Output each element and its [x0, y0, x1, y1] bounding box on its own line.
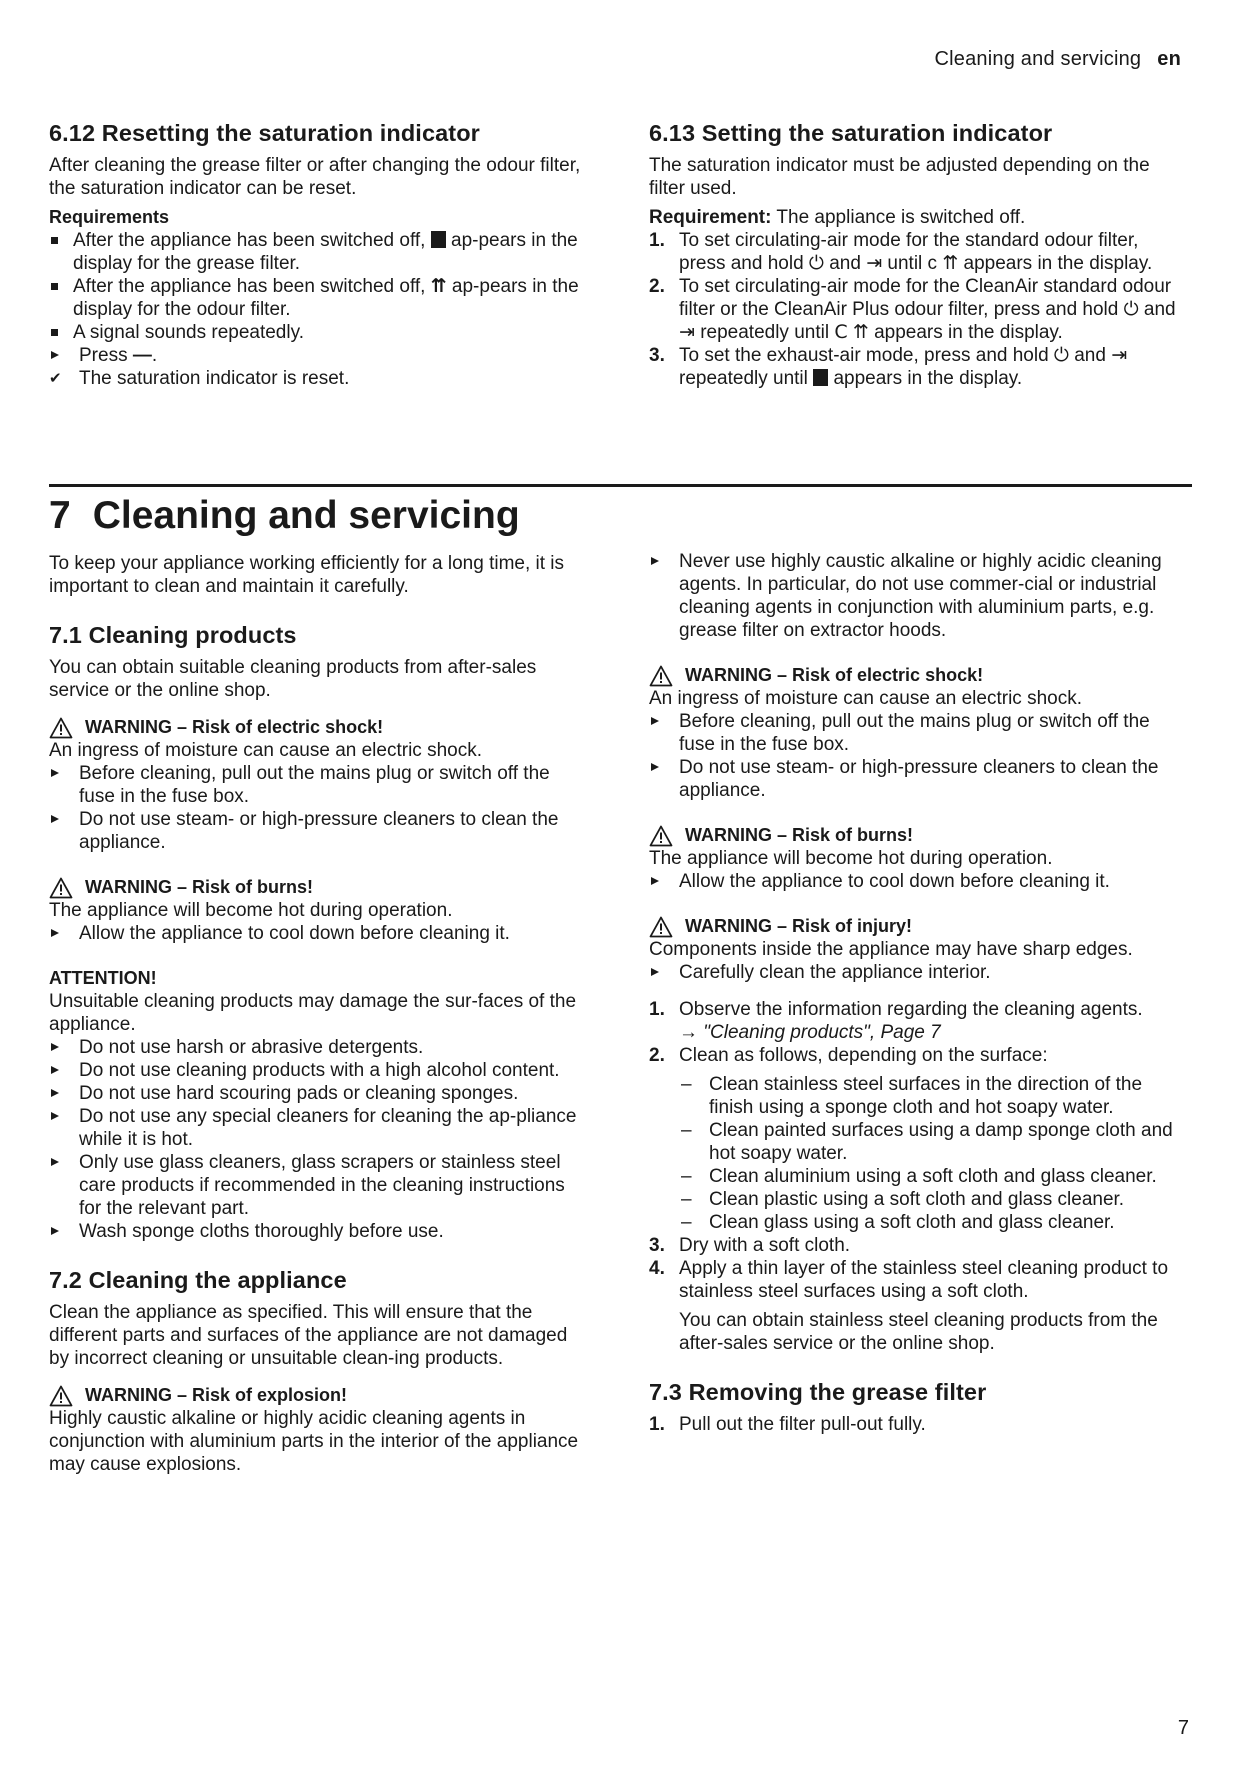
warning-triangle-icon [649, 825, 673, 847]
requirements-list [49, 229, 589, 344]
list-item: 1. To set circulating-air mode for the standard odour filter, press and hold ⏻ and ⇥ until ᴄ ⇈ appears in the display. [649, 230, 1153, 274]
warning-triangle-icon [649, 916, 673, 938]
page-number: 7 [1177, 1717, 1189, 1739]
warning-heading: WARNING – Risk of electric shock! [49, 716, 589, 739]
list-item: 2. To set circulating-air mode for the CleanAir standard odour filter or the CleanAir Plus odour filter, press and hold ⏻ and ⇥ repeatedly until Ⅽ ⇈ appears in the display. [649, 276, 1176, 343]
list-item: Do not use harsh or abrasive detergents. [49, 1036, 589, 1059]
intro-text: After cleaning the grease filter or after changing the odour filter, the saturation indicator can be reset. [49, 155, 581, 199]
warning-list [49, 922, 589, 945]
requirement-line: Requirement: The appliance is switched off. [649, 207, 1026, 228]
list-item: – Clean plastic using a soft cloth and glass cleaner. [679, 1188, 1189, 1211]
list-item: – Clean stainless steel surfaces in the direction of the finish using a sponge cloth and hot soapy water. [679, 1073, 1189, 1119]
section-title: 7.1 Cleaning products [49, 622, 297, 648]
warning-list [649, 961, 1189, 984]
section-title: 7.3 Removing the grease filter [649, 1379, 987, 1405]
list-item: Allow the appliance to cool down before cleaning it. [649, 870, 1189, 893]
odour-filter-icon: ⇈ [430, 276, 447, 297]
warning-text: An ingress of moisture can cause an electric shock. [49, 740, 482, 761]
warning-text: The appliance will become hot during operation. [649, 848, 1053, 869]
list-item: – Clean aluminium using a soft cloth and glass cleaner. [679, 1165, 1189, 1188]
list-item: After the appliance has been switched off, ap-pears in the display for the grease filter. [49, 229, 589, 275]
list-item: – Clean glass using a soft cloth and glass cleaner. [679, 1211, 1189, 1234]
list-item: Do not use cleaning products with a high alcohol content. [49, 1059, 589, 1082]
result-list [49, 367, 589, 390]
header-section: Cleaning and servicing [934, 48, 1142, 70]
section-title: 7.2 Cleaning the appliance [49, 1267, 347, 1293]
list-item: 1. Observe the information regarding the cleaning agents. → "Cleaning products", Page 7 [649, 999, 1143, 1043]
list-item: Before cleaning, pull out the mains plug or switch off the fuse in the fuse box. [649, 710, 1189, 756]
list-item: Carefully clean the appliance interior. [649, 961, 1189, 984]
requirements-heading: Requirements [49, 207, 170, 227]
warning-triangle-icon [649, 665, 673, 687]
attention-text: Unsuitable cleaning products may damage the sur-faces of the appliance. [49, 991, 577, 1035]
warning-list [649, 550, 1189, 642]
list-item: Allow the appliance to cool down before cleaning it. [49, 922, 589, 945]
section-6-12 [49, 118, 589, 390]
cross-reference-link[interactable]: → "Cleaning products", Page 7 [679, 1022, 941, 1043]
warning-triangle-icon [49, 877, 73, 899]
warning-list [49, 762, 589, 854]
list-item: – Clean painted surfaces using a damp sponge cloth and hot soapy water. [679, 1119, 1189, 1165]
list-item: Press —. [49, 344, 589, 367]
section-6-13 [649, 118, 1189, 390]
list-item: Before cleaning, pull out the mains plug or switch off the fuse in the fuse box. [49, 762, 589, 808]
warning-text: Highly caustic alkaline or highly acidic cleaning agents in conjunction with aluminium parts in the interior of the appliance may cause explosions. [49, 1408, 579, 1475]
list-item: 4. Apply a thin layer of the stainless steel cleaning product to stainless steel surfaces using a soft cloth. You can obtain stainless steel cleaning products from the after-sales service or the online shop. [649, 1257, 1189, 1355]
warning-heading: WARNING – Risk of burns! [649, 824, 1189, 847]
list-item: Never use highly caustic alkaline or highly acidic cleaning agents. In particular, do not use commer-cial or industrial cleaning agents in conjunction with aluminium parts, e.g. grease filter on extractor hoods. [649, 550, 1189, 642]
attention-list [49, 1036, 589, 1243]
list-item: Only use glass cleaners, glass scrapers or stainless steel care products if recommended in the cleaning instructions for the relevant part. [49, 1151, 589, 1220]
minus-button-icon: — [132, 345, 152, 366]
warning-text: The appliance will become hot during operation. [49, 900, 453, 921]
list-item: 2. Clean as follows, depending on the surface: – Clean stainless steel surfaces in the direction of the finish using a sponge cloth and hot soapy water. – Clean painted surfaces using a damp sponge cloth and hot soapy water. – Clean aluminium using a soft cloth and glass cleaner. – Clean plastic using a soft cloth and glass cleaner. – Clean glass using a soft cloth and glass cleaner. [649, 1044, 1189, 1234]
warning-triangle-icon [49, 1385, 73, 1407]
list-item: ✔ The saturation indicator is reset. [49, 367, 589, 390]
intro-text: Clean the appliance as specified. This will ensure that the different parts and surfaces of the appliance are not damaged by incorrect cleaning or unsuitable clean-ing products. [49, 1302, 568, 1369]
intro-text: The saturation indicator must be adjusted depending on the filter used. [649, 155, 1150, 199]
page-header [935, 48, 1182, 71]
warning-list [649, 710, 1189, 802]
chapter-right-column [649, 550, 1189, 1436]
warning-heading: WARNING – Risk of injury! [649, 915, 1189, 938]
cleaning-steps [649, 998, 1189, 1355]
chapter-intro: To keep your appliance working efficiently for a long time, it is important to clean and maintain it carefully. [49, 553, 565, 597]
list-item: After the appliance has been switched off, ⇈ ap-pears in the display for the odour filter. [49, 275, 589, 321]
list-item: 3. To set the exhaust-air mode, press and hold ⏻ and ⇥ repeatedly until appears in the display. [649, 345, 1128, 389]
warning-heading: WARNING – Risk of burns! [49, 876, 589, 899]
list-item: Do not use hard scouring pads or cleaning sponges. [49, 1082, 589, 1105]
warning-triangle-icon [49, 717, 73, 739]
warning-heading: WARNING – Risk of explosion! [49, 1384, 589, 1407]
list-item: 3. Dry with a soft cloth. [649, 1235, 851, 1256]
section-title: 6.13 Setting the saturation indicator [649, 120, 1053, 146]
list-item: Do not use steam- or high-pressure cleaners to clean the appliance. [49, 808, 589, 854]
warning-list [649, 870, 1189, 893]
attention-heading: ATTENTION! [49, 968, 157, 988]
steps-list [649, 1413, 1189, 1436]
warning-text: An ingress of moisture can cause an electric shock. [649, 688, 1082, 709]
saturation-square-icon [813, 369, 828, 386]
steps-list [649, 229, 1189, 390]
warning-text: Components inside the appliance may have sharp edges. [649, 939, 1133, 960]
surface-list [679, 1073, 1189, 1234]
action-list [49, 344, 589, 367]
chapter-title: 7 Cleaning and servicing [49, 494, 520, 537]
section-title: 6.12 Resetting the saturation indicator [49, 120, 480, 146]
step-note: You can obtain stainless steel cleaning products from the after-sales service or the online shop. [679, 1310, 1158, 1354]
list-item: Do not use any special cleaners for cleaning the ap-pliance while it is hot. [49, 1105, 589, 1151]
header-lang: en [1157, 48, 1181, 70]
chapter-divider [49, 484, 1192, 487]
list-item: A signal sounds repeatedly. [49, 321, 589, 344]
list-item: 1. Pull out the filter pull-out fully. [649, 1414, 926, 1435]
chapter-left-column [49, 552, 589, 1476]
intro-text: You can obtain suitable cleaning products from after-sales service or the online shop. [49, 657, 537, 701]
list-item: Wash sponge cloths thoroughly before use. [49, 1220, 589, 1243]
warning-heading: WARNING – Risk of electric shock! [649, 664, 1189, 687]
list-item: Do not use steam- or high-pressure cleaners to clean the appliance. [649, 756, 1189, 802]
saturation-square-icon [431, 231, 446, 248]
